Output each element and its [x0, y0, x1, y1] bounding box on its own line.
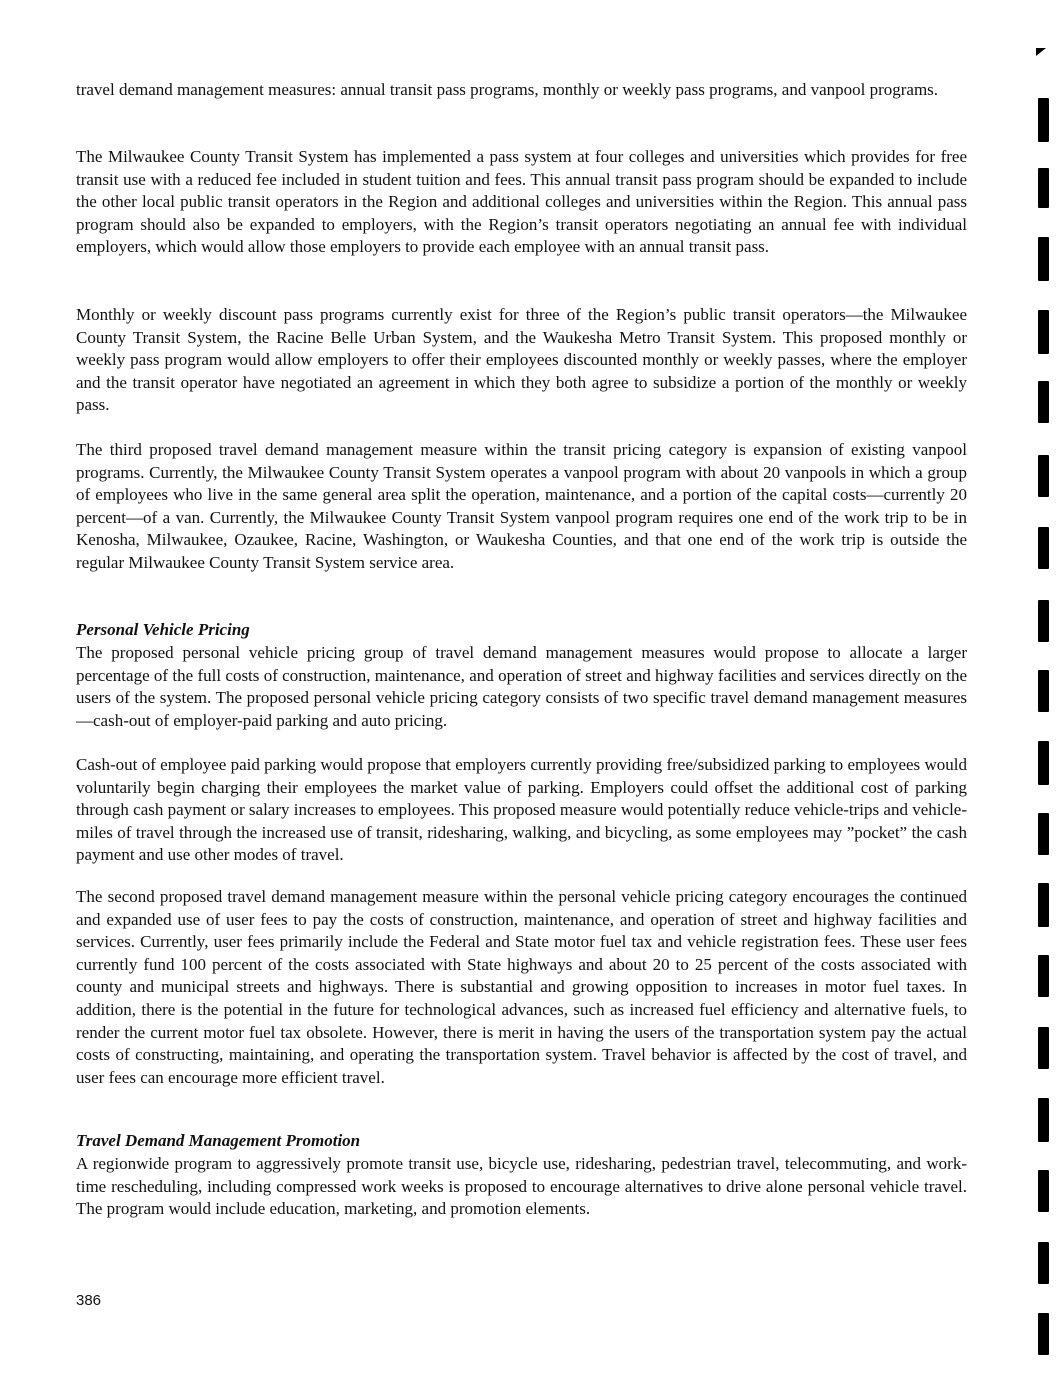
binding-mark — [1038, 168, 1049, 208]
binding-mark — [1038, 237, 1049, 281]
binding-mark — [1038, 1027, 1049, 1069]
section-heading-personal-vehicle-pricing: Personal Vehicle Pricing — [76, 620, 250, 639]
binding-mark — [1038, 813, 1049, 855]
binding-mark — [1038, 98, 1049, 142]
section-heading-tdm-promotion: Travel Demand Management Promotion — [76, 1131, 361, 1150]
binding-mark — [1038, 883, 1049, 927]
binding-mark — [1038, 381, 1049, 423]
personal-vehicle-paragraph: The proposed personal vehicle pricing group of travel demand management measures would propose to allocate a larger percentage of the full costs of construction, maintenance, and operation of street and highway facilities and services directly on the users of the system. The proposed personal vehicle pricing category consists of two specific travel demand management measures—cash-out of employer-paid parking and auto pricing. — [76, 643, 967, 730]
binding-mark — [1038, 527, 1049, 569]
binding-mark — [1038, 1313, 1049, 1355]
binding-mark — [1038, 310, 1049, 354]
binding-mark — [1038, 670, 1049, 712]
binding-mark — [1038, 1170, 1049, 1212]
page-number: 386 — [76, 1292, 102, 1309]
monthly-pass-paragraph: Monthly or weekly discount pass programs currently exist for three of the Region’s public transit operators—the Milwaukee County Transit System, the Racine Belle Urban System, and the Waukesha Metro Transit System. This proposed monthly or weekly pass program would allow employers to offer their employees discounted monthly or weekly passes, where the employer and the transit operator have negotiated an agreement in which they both agree to subsidize a portion of the monthly or weekly pass. — [76, 305, 967, 415]
binding-mark — [1038, 741, 1049, 785]
user-fees-paragraph: The second proposed travel demand management measure within the personal vehicle pricing category encourages the continued and expanded use of user fees to pay the costs of construction, maintenance, and operation of street and highway facilities and services. Currently, user fees primarily include the Federal and State motor fuel tax and vehicle registration fees. These user fees currently fund 100 percent of the costs associated with State highways and about 20 to 25 percent of the costs associated with county and municipal streets and highways. There is substantial and growing opposition to increases in motor fuel taxes. In addition, there is the potential in the future for technological advances, such as increased fuel efficiency and alternative fuels, to render the current motor fuel tax obsolete. However, there is merit in having the users of the transportation system pay the actual costs of constructing, maintaining, and operating the transportation system. Travel behavior is affected by the cost of travel, and user fees can encourage more efficient travel. — [76, 887, 967, 1087]
binding-corner-mark — [1036, 48, 1046, 56]
intro-paragraph: travel demand management measures: annual transit pass programs, monthly or weekly pass programs, and vanpool programs. — [76, 80, 939, 99]
annual-pass-paragraph: The Milwaukee County Transit System has implemented a pass system at four colleges and universities which provides for free transit use with a reduced fee included in student tuition and fees. This annual transit pass program should be expanded to include the other local public transit operators in the Region and additional colleges and universities within the Region. This annual pass program should also be expanded to employers, with the Region’s transit operators negotiating an annual fee with individual employers, which would allow those employers to provide each employee with an annual transit pass. — [76, 147, 967, 257]
binding-mark — [1038, 955, 1049, 997]
tdm-promotion-paragraph: A regionwide program to aggressively promote transit use, bicycle use, ridesharing, pedestrian travel, telecommuting, and work-time rescheduling, including compressed work weeks is proposed to encourage alternatives to drive alone personal vehicle travel. The program would include education, marketing, and promotion elements. — [76, 1154, 967, 1219]
binding-mark — [1038, 600, 1049, 642]
binding-mark — [1038, 1242, 1049, 1284]
cash-out-paragraph: Cash-out of employee paid parking would propose that employers currently providing free/subsidized parking to employees would voluntarily begin charging their employees the market value of parking. Employers could offset the additional cost of parking through cash payment or salary increases to employees. This proposed measure would potentially reduce vehicle-trips and vehicle-miles of travel through the increased use of transit, ridesharing, walking, and bicycling, as some employees may ”pocket” the cash payment and use other modes of travel. — [76, 755, 967, 865]
vanpool-paragraph: The third proposed travel demand management measure within the transit pricing category is expansion of existing vanpool programs. Currently, the Milwaukee County Transit System operates a vanpool program with about 20 vanpools in which a group of employees who live in the same general area split the operation, maintenance, and a portion of the capital costs—currently 20 percent—of a van. Currently, the Milwaukee County Transit System vanpool program requires one end of the work trip to be in Kenosha, Milwaukee, Ozaukee, Racine, Washington, or Waukesha Counties, and that one end of the work trip is outside the regular Milwaukee County Transit System service area. — [76, 440, 967, 572]
binding-mark — [1038, 1098, 1049, 1142]
binding-mark — [1038, 455, 1049, 497]
